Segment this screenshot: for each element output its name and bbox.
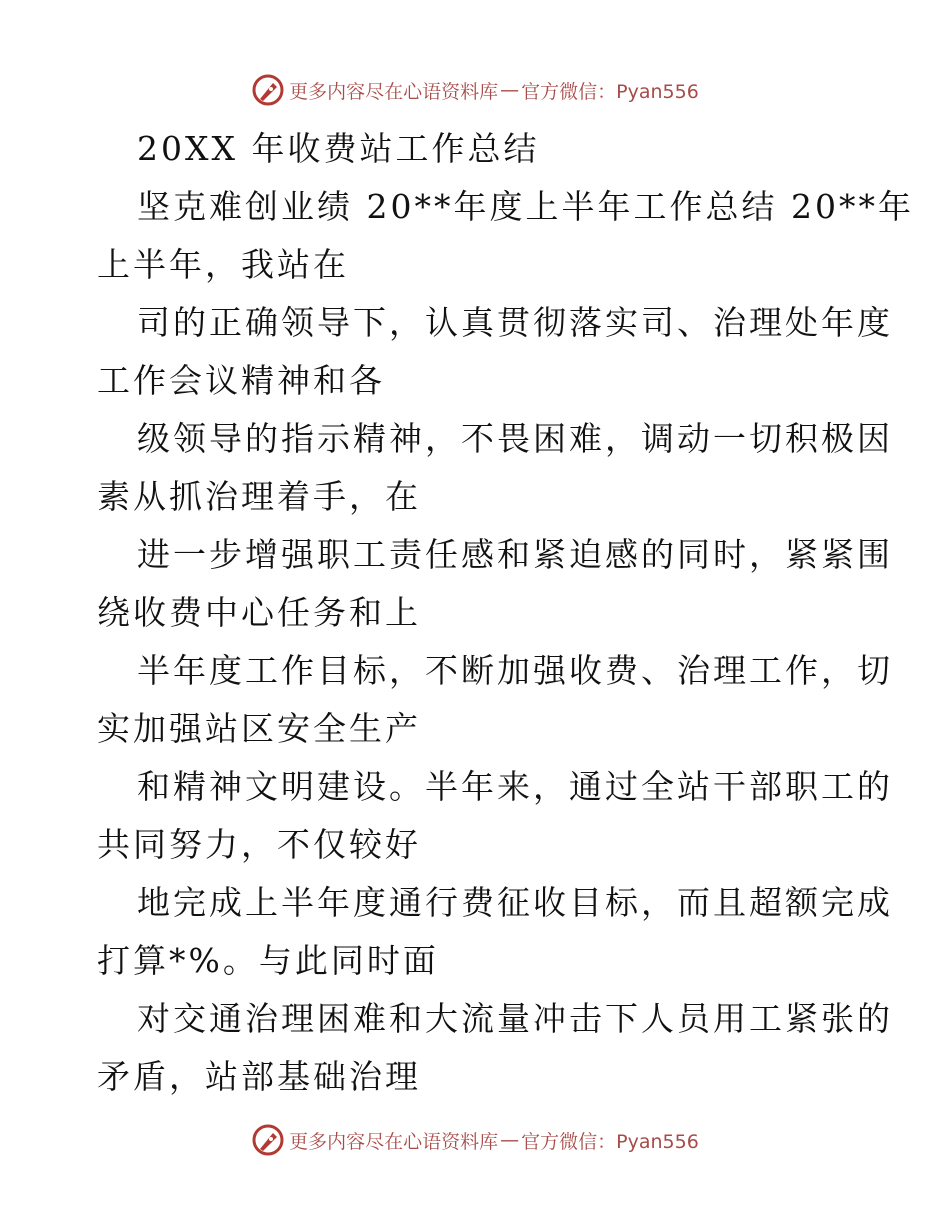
paragraph-line: 实加强站区安全生产 — [97, 709, 421, 748]
header-watermark-banner — [0, 70, 950, 110]
paragraph-line: 半年度工作目标，不断加强收费、治理工作，切 — [137, 651, 893, 690]
paragraph-line: 绕收费中心任务和上 — [97, 593, 421, 632]
paragraph-line: 进一步增强职工责任感和紧迫感的同时，紧紧围 — [137, 535, 893, 574]
pen-nib-logo-icon — [251, 1123, 285, 1157]
paragraph-line: 级领导的指示精神，不畏困难，调动一切积极因 — [137, 419, 893, 458]
paragraph-line: 素从抓治理着手，在 — [97, 477, 421, 516]
banner-wechat-text: 官方微信：Pyan556 — [521, 1130, 699, 1153]
document-title: 20XX 年收费站工作总结 — [137, 129, 540, 168]
footer-watermark-banner — [0, 1120, 950, 1160]
paragraph-line: 地完成上半年度通行费征收目标，而且超额完成 — [137, 883, 893, 922]
pen-nib-logo-icon — [251, 73, 285, 107]
banner-brand-text: 更多内容尽在心语资料库 — [289, 1130, 499, 1153]
paragraph-line: 上半年，我站在 — [97, 245, 349, 284]
paragraph-line: 打算*%。与此同时面 — [97, 941, 439, 980]
banner-separator: — — [500, 1129, 520, 1151]
paragraph-line: 司的正确领导下，认真贯彻落实司、治理处年度 — [137, 303, 893, 342]
banner-brand-text: 更多内容尽在心语资料库 — [289, 80, 499, 103]
paragraph-line: 工作会议精神和各 — [97, 361, 385, 400]
paragraph-line: 和精神文明建设。半年来，通过全站干部职工的 — [137, 767, 893, 806]
document-body — [97, 120, 914, 1106]
paragraph-line: 矛盾，站部基础治理 — [97, 1057, 421, 1096]
banner-wechat-text: 官方微信：Pyan556 — [521, 80, 699, 103]
paragraph-line: 坚克难创业绩 20**年度上半年工作总结 20**年 — [137, 187, 914, 226]
paragraph-line: 对交通治理困难和大流量冲击下人员用工紧张的 — [137, 999, 893, 1038]
paragraph-line: 共同努力，不仅较好 — [97, 825, 421, 864]
banner-separator: — — [500, 79, 520, 101]
